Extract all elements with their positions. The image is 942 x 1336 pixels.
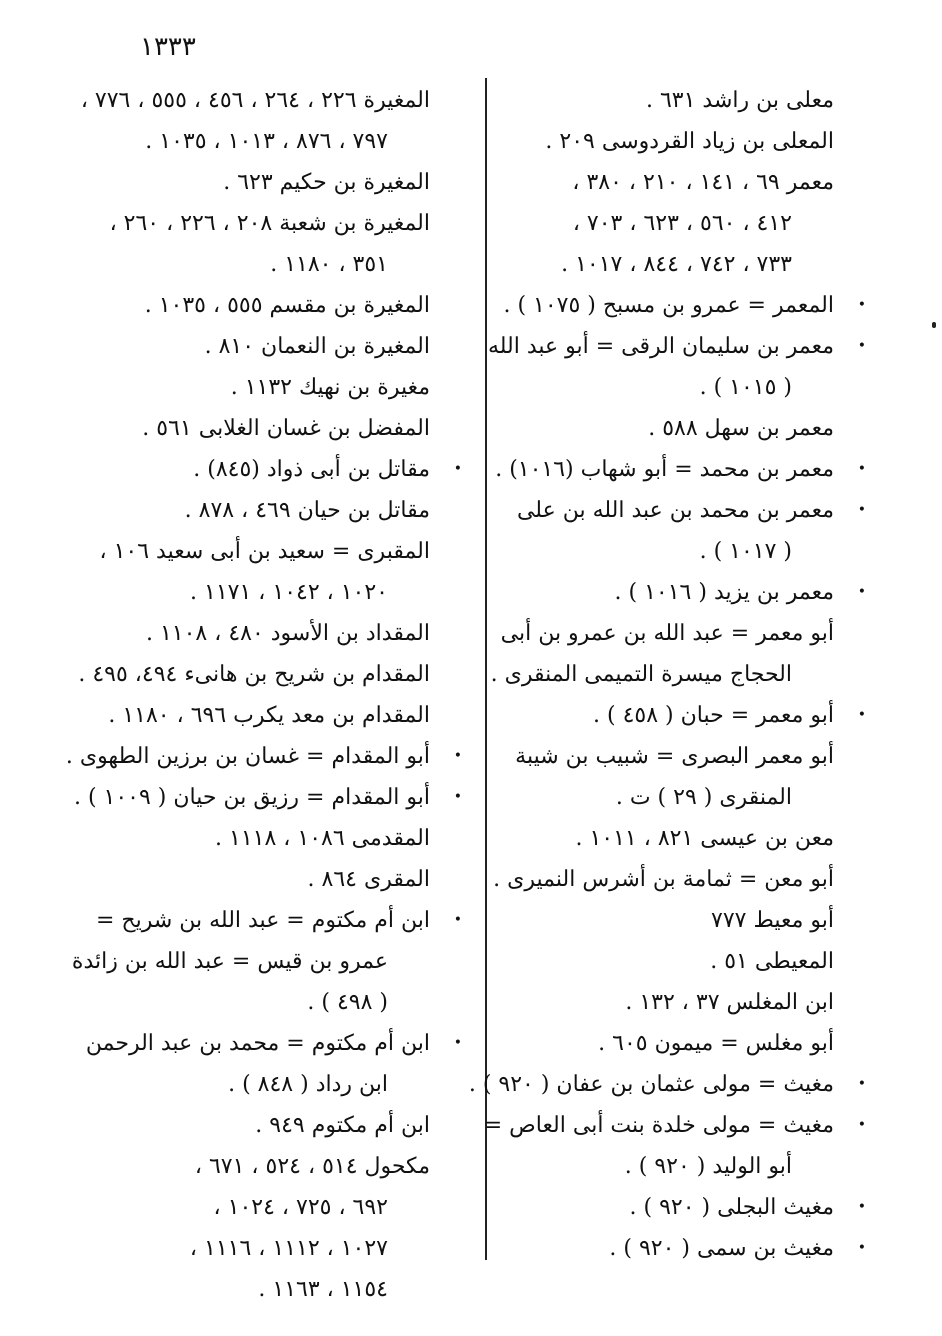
entry-text: ( ١٠١٧ ) .	[699, 539, 792, 564]
entry-text: معمر ٦٩ ، ١٤١ ، ٢١٠ ، ٣٨٠ ،	[572, 170, 834, 195]
entry-text: ابن أم مكتوم = محمد بن عبد الرحمن	[85, 1031, 430, 1056]
index-entry	[496, 121, 852, 162]
index-entry	[96, 572, 448, 613]
entry-text: ( ١٠١٥ ) .	[699, 375, 792, 400]
index-entry	[490, 654, 852, 695]
index-entry	[496, 777, 852, 818]
entry-text: معلى بن راشد ٦٣١ .	[645, 88, 834, 113]
left-column	[65, 80, 462, 1310]
index-entry-marked	[483, 1105, 866, 1146]
index-entry	[96, 1105, 448, 1146]
index-entry	[496, 162, 852, 203]
index-entry-marked	[496, 285, 866, 326]
entry-text: الحجاج ميسرة التميمى المنقرى .	[490, 662, 792, 687]
index-entry-marked	[468, 1064, 866, 1105]
index-entry	[71, 941, 448, 982]
entry-text: أبو معمر البصرى = شبيب بن شيبة	[515, 744, 834, 769]
entry-text: ٧٣٣ ، ٧٤٢ ، ٨٤٤ ، ١٠١٧ .	[561, 252, 792, 277]
bullet-icon: •	[857, 584, 866, 600]
index-entry-marked	[496, 695, 866, 736]
index-entry	[96, 695, 448, 736]
entry-text: ٤١٢ ، ٥٦٠ ، ٦٢٣ ، ٧٠٣ ،	[572, 211, 792, 236]
entry-text: المنقرى ( ٢٩ ) ت .	[615, 785, 792, 810]
entry-text: المغيرة بن مقسم ٥٥٥ ، ١٠٣٥ .	[144, 293, 430, 318]
entry-text: معمر بن سليمان الرقى = أبو عبد الله	[487, 334, 834, 359]
entry-text: أبو المقدام = رزيق بن حيان ( ١٠٠٩ ) .	[73, 785, 430, 810]
entry-text: ابن المغلس ٣٧ ، ١٣٢ .	[625, 990, 834, 1015]
bullet-icon: •	[453, 789, 462, 805]
index-entry-marked	[496, 490, 866, 531]
index-entry	[96, 203, 448, 244]
entry-text: ابن أم مكتوم = عبد الله بن شريح =	[95, 908, 430, 933]
bullet-icon: •	[857, 461, 866, 477]
bullet-icon: •	[453, 912, 462, 928]
entry-text: أبو معن = ثمامة بن أشرس النميرى .	[493, 867, 834, 892]
index-entry	[96, 818, 448, 859]
index-entry-marked	[495, 449, 866, 490]
entry-text: المقدام بن شريح بن هانىء ٤٩٤، ٤٩٥ .	[78, 662, 430, 687]
index-entry	[96, 490, 448, 531]
index-entry	[496, 613, 852, 654]
entry-text: المقداد بن الأسود ٤٨٠ ، ١١٠٨ .	[145, 621, 430, 646]
index-entry	[496, 818, 852, 859]
entry-text: معمر بن محمد بن عبد الله بن على	[516, 498, 834, 523]
entry-text: عمرو بن قيس = عبد الله بن زائدة	[71, 949, 388, 974]
entry-text: المغيرة بن شعبة ٢٠٨ ، ٢٢٦ ، ٢٦٠ ،	[109, 211, 430, 236]
bullet-icon: •	[857, 707, 866, 723]
entry-text: المقدمى ١٠٨٦ ، ١١١٨ .	[215, 826, 430, 851]
index-entry	[96, 1269, 448, 1310]
entry-text: المقدام بن معد يكرب ٦٩٦ ، ١١٨٠ .	[108, 703, 430, 728]
index-entry	[96, 613, 448, 654]
entry-text: ١٠٢٠ ، ١٠٤٢ ، ١١٧١ .	[190, 580, 388, 605]
entry-text: مغيث بن سمى ( ٩٢٠ ) .	[609, 1236, 834, 1261]
index-entry	[496, 736, 852, 777]
index-entry	[80, 80, 448, 121]
bullet-icon: •	[857, 502, 866, 518]
index-entry	[96, 1187, 448, 1228]
index-entry-marked	[496, 1228, 866, 1269]
index-entry	[96, 121, 448, 162]
entry-text: المعيطى ٥١ .	[710, 949, 834, 974]
index-entry-marked	[73, 777, 462, 818]
index-entry	[496, 900, 852, 941]
entry-text: مكحول ٥١٤ ، ٥٢٤ ، ٦٧١ ،	[194, 1154, 430, 1179]
bullet-icon: •	[453, 748, 462, 764]
index-entry-marked	[65, 736, 462, 777]
page-number: ١٣٣٣	[140, 32, 196, 62]
index-entry	[96, 859, 448, 900]
bullet-icon: •	[453, 461, 462, 477]
bullet-icon: •	[857, 1199, 866, 1215]
entry-text: ٧٩٧ ، ٨٧٦ ، ١٠١٣ ، ١٠٣٥ .	[145, 129, 388, 154]
entry-text: مغيرة بن نهيك ١١٣٢ .	[230, 375, 430, 400]
entry-text: أبو المقدام = غسان بن برزين الطهوى .	[65, 744, 430, 769]
index-entry-marked	[496, 572, 866, 613]
index-entry	[496, 941, 852, 982]
index-entry-marked	[496, 1187, 866, 1228]
index-entry	[496, 203, 852, 244]
index-entry-marked	[487, 326, 866, 367]
entry-text: مقاتل بن حيان ٤٦٩ ، ٨٧٨ .	[184, 498, 430, 523]
entry-text: مغيث = مولى عثمان بن عفان ( ٩٢٠ ) .	[468, 1072, 834, 1097]
entry-text: معمر بن سهل ٥٨٨ .	[648, 416, 834, 441]
entry-text: معن بن عيسى ٨٢١ ، ١٠١١ .	[575, 826, 834, 851]
entry-text: المعلى بن زياد القردوسى ٢٠٩ .	[545, 129, 834, 154]
bullet-icon: •	[857, 338, 866, 354]
bullet-icon: •	[857, 297, 866, 313]
bullet-icon: •	[857, 1076, 866, 1092]
index-entry-marked	[85, 1023, 462, 1064]
entry-text: المعمر = عمرو بن مسبح ( ١٠٧٥ ) .	[503, 293, 834, 318]
index-entry	[96, 408, 448, 449]
entry-text: أبو مغلس = ميمون ٦٠٥ .	[598, 1031, 834, 1056]
entry-text: المقبرى = سعيد بن أبى سعيد ١٠٦ ،	[99, 539, 430, 564]
index-entry	[496, 1146, 852, 1187]
index-entry	[96, 285, 448, 326]
index-entry	[496, 531, 852, 572]
index-entry	[96, 982, 448, 1023]
index-entry	[96, 1228, 448, 1269]
bullet-icon: •	[857, 1240, 866, 1256]
index-entry	[496, 367, 852, 408]
bullet-icon: •	[453, 1035, 462, 1051]
index-entry	[78, 654, 448, 695]
entry-text: ٣٥١ ، ١١٨٠ .	[270, 252, 388, 277]
entry-text: معمر بن يزيد ( ١٠١٦ ) .	[614, 580, 834, 605]
entry-text: ( ٤٩٨ ) .	[307, 990, 388, 1015]
entry-text: ابن أم مكتوم ٩٤٩ .	[255, 1113, 430, 1138]
index-entry	[496, 244, 852, 285]
index-entry	[96, 162, 448, 203]
margin-mark	[932, 322, 936, 328]
index-entry	[96, 1064, 448, 1105]
index-entry-marked	[96, 449, 462, 490]
entry-text: المفضل بن غسان الغلابى ٥٦١ .	[142, 416, 430, 441]
entry-text: مقاتل بن أبى ذواد (٨٤٥) .	[193, 457, 430, 482]
entry-text: المغيرة بن حكيم ٦٢٣ .	[223, 170, 430, 195]
index-entry	[496, 80, 852, 121]
right-column	[468, 80, 866, 1269]
entry-text: مغيث = مولى خلدة بنت أبى العاص =	[483, 1113, 834, 1138]
bullet-icon: •	[857, 1117, 866, 1133]
index-entry	[496, 1023, 852, 1064]
entry-text: ابن رداد ( ٨٤٨ ) .	[228, 1072, 388, 1097]
entry-text: أبو الوليد ( ٩٢٠ ) .	[624, 1154, 792, 1179]
entry-text: ٦٩٢ ، ٧٢٥ ، ١٠٢٤ ،	[213, 1195, 388, 1220]
index-entry	[96, 244, 448, 285]
index-entry	[96, 367, 448, 408]
entry-text: المقرى ٨٦٤ .	[307, 867, 430, 892]
entry-text: أبو معيط ٧٧٧	[711, 908, 834, 933]
index-entry	[96, 326, 448, 367]
index-entry	[96, 531, 448, 572]
index-entry	[496, 408, 852, 449]
entry-text: المغيرة بن النعمان ٨١٠ .	[204, 334, 430, 359]
entry-text: المغيرة ٢٢٦ ، ٢٦٤ ، ٤٥٦ ، ٥٥٥ ، ٧٧٦ ،	[80, 88, 430, 113]
index-entry-marked	[95, 900, 462, 941]
index-entry	[96, 1146, 448, 1187]
entry-text: ١٠٢٧ ، ١١١٢ ، ١١١٦ ،	[189, 1236, 388, 1261]
entry-text: ١١٥٤ ، ١١٦٣ .	[258, 1277, 388, 1302]
entry-text: أبو معمر = حبان ( ٤٥٨ ) .	[593, 703, 834, 728]
entry-text: مغيث البجلى ( ٩٢٠ ) .	[629, 1195, 834, 1220]
entry-text: معمر بن محمد = أبو شهاب (١٠١٦) .	[495, 457, 834, 482]
index-entry	[493, 859, 852, 900]
entry-text: أبو معمر = عبد الله بن عمرو بن أبى	[500, 621, 834, 646]
index-entry	[496, 982, 852, 1023]
